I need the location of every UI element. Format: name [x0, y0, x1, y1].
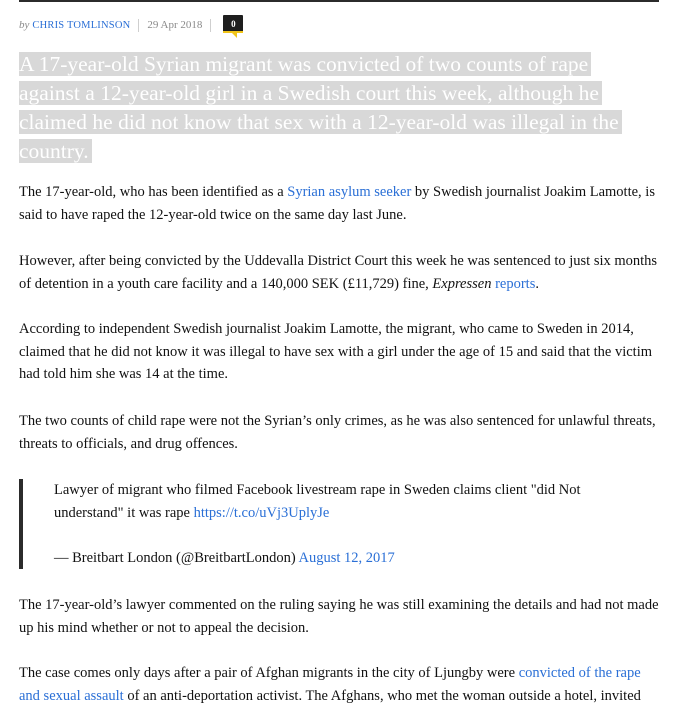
comment-count-button[interactable]	[223, 15, 243, 33]
tweet-text: Lawyer of migrant who filmed Facebook livestream rape in Sweden claims client "did Not understand" it was rape	[54, 482, 581, 521]
paragraph-text: The 17-year-old, who has been identified as a	[19, 184, 288, 200]
paragraph-text: of an anti-deportation activist. The Afghans, who met the woman outside a hotel, invited	[123, 687, 641, 704]
author-link[interactable]: CHRIS TOMLINSON	[32, 19, 131, 31]
lede-text: A 17-year-old Syrian migrant was convicted of two counts of rape against a 12-year-old girl in a Swedish court this week, although he claimed he did not know that sex with a 12-year-old was illegal in the country.	[19, 52, 622, 163]
tweet-attribution	[54, 547, 624, 570]
reports-link[interactable]: reports	[495, 275, 536, 292]
tweet-media-link[interactable]: https://t.co/uVj3UplyJe	[193, 504, 330, 521]
article-lede	[19, 50, 639, 166]
meta-separator	[138, 19, 139, 32]
convicted-link[interactable]: convicted of the rape and sexual assault	[19, 665, 641, 704]
source-name: Expressen	[432, 275, 492, 292]
article-meta	[19, 14, 243, 36]
paragraph-4: The two counts of child rape were not the Syrian’s only crimes, as he was also sentenced for unlawful threats, threats to officials, and drug offences.	[19, 413, 656, 452]
tweet-body	[54, 479, 624, 524]
header-divider	[19, 0, 659, 2]
paragraph-3: According to independent Swedish journalist Joakim Lamotte, the migrant, who came to Sweden in 2014, claimed that he did not know it was illegal to have sex with a girl under the age of 15 and said that the victim had told him she was 14 at the time.	[19, 321, 653, 382]
paragraph-text: .	[535, 275, 539, 292]
byline-prefix: by	[19, 19, 30, 31]
meta-separator	[210, 19, 211, 32]
paragraph-2	[19, 250, 659, 295]
paragraph-6	[19, 662, 659, 707]
publish-date: 29 Apr 2018	[147, 19, 203, 31]
paragraph-text: The case comes only days after a pair of Afghan migrants in the city of Ljungby were	[19, 665, 519, 681]
embedded-tweet	[19, 479, 643, 569]
tweet-author: — Breitbart London (@BreitbartLondon)	[54, 550, 299, 566]
comment-count: 0	[231, 19, 236, 29]
paragraph-text: However, after being convicted by the Uddevalla District Court this week he was sentenced to just six months of detention in a youth care facility and a 140,000 SEK (£11,729) fine,	[19, 253, 658, 292]
paragraph-text: by Swedish journalist Joakim Lamotte, is said to have raped the 12-year-old twice on the same day last June.	[19, 184, 655, 223]
paragraph-5: The 17-year-old’s lawyer commented on the ruling saying he was still examining the details and had not made up his mind whether or not to appeal the decision.	[19, 597, 659, 636]
tweet-date-link[interactable]: August 12, 2017	[298, 550, 395, 566]
paragraph-1	[19, 181, 659, 226]
syrian-asylum-seeker-link[interactable]: Syrian asylum seeker	[287, 184, 412, 200]
comment-badge-accent	[223, 31, 243, 33]
